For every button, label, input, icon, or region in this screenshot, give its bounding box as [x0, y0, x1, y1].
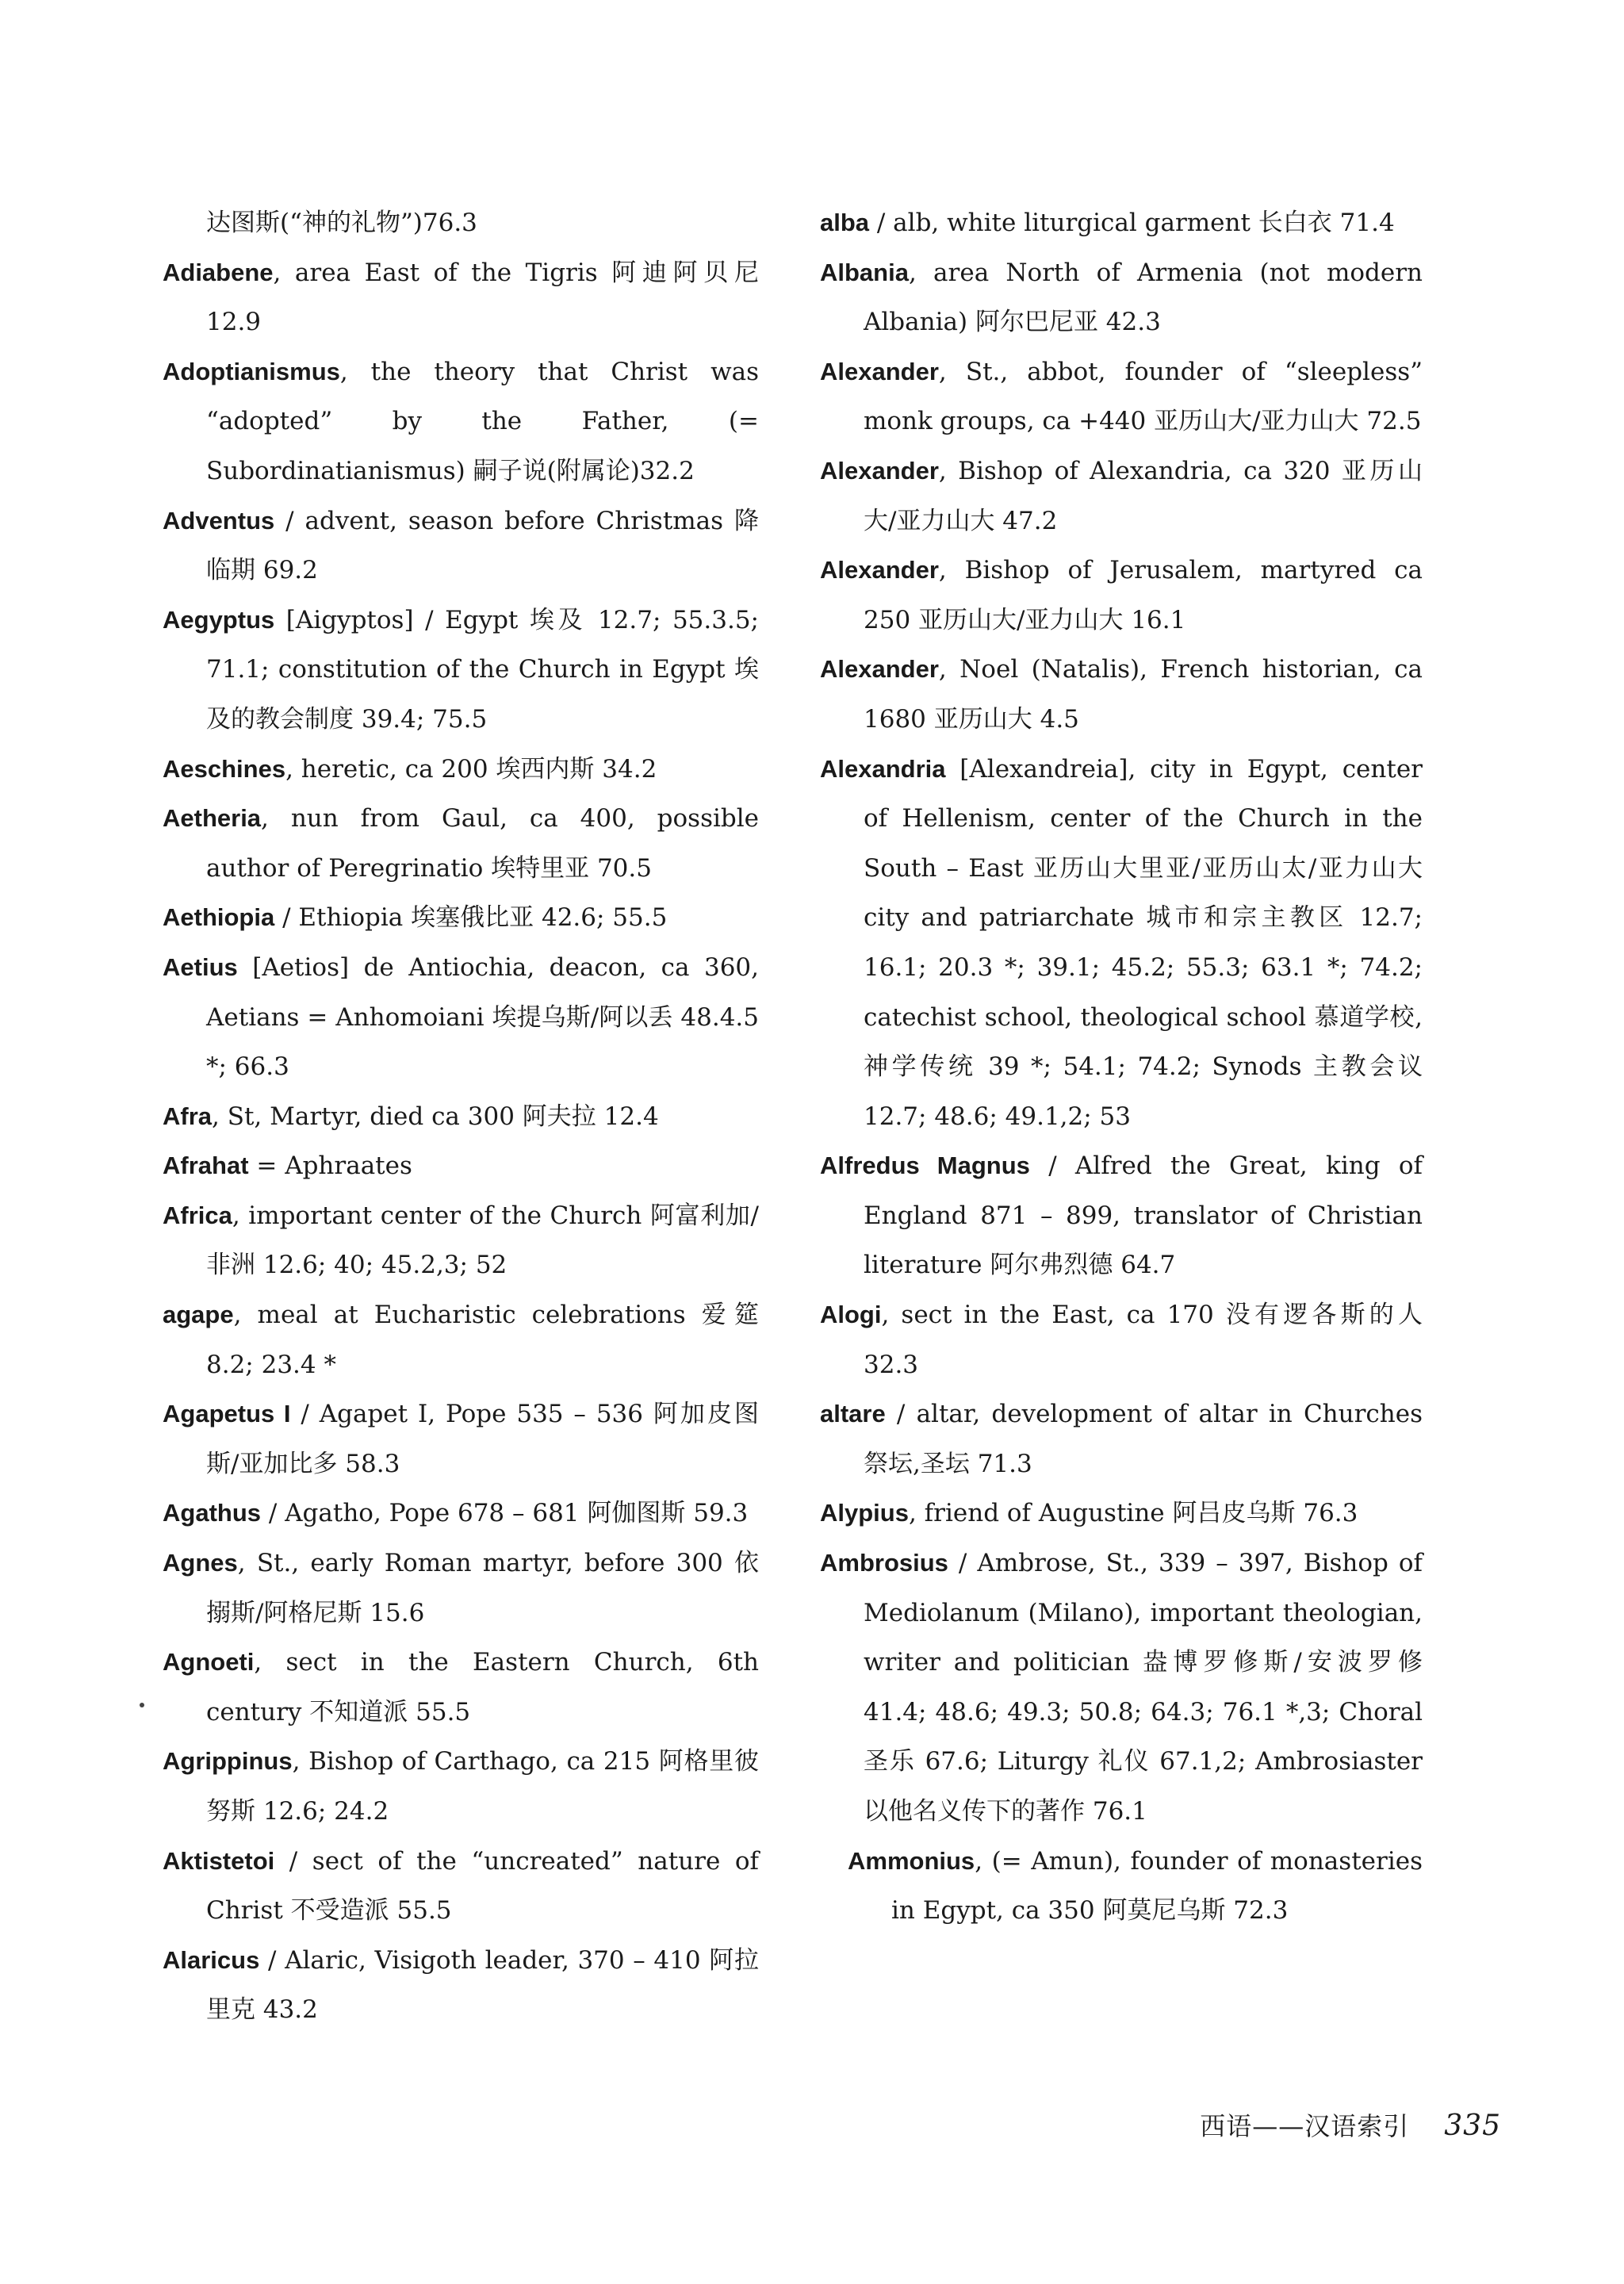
entry-text: , (= Amun), founder of monasteries in Egypt, ca 350 阿莫尼乌斯 72.3 [891, 1846, 1423, 1926]
entry-headword: Alaricus [163, 1945, 260, 1974]
entry-text: , the theory that Christ was “adopted” by the Father, (= Subordinatianismus) 嗣子说(附属论)32.2 [206, 357, 759, 485]
entry-headword: Agathus [163, 1499, 261, 1527]
entry-text: / sect of the “uncreated” nature of Christ 不受造派 55.5 [206, 1846, 759, 1926]
index-entry [820, 248, 1423, 347]
index-entry [820, 347, 1423, 446]
stray-mark [140, 1703, 144, 1707]
section-title: 西语——汉语索引 [1200, 2111, 1410, 2141]
index-entry [163, 496, 759, 596]
entry-headword: Agnoeti [163, 1648, 255, 1677]
page-footer [1200, 2106, 1501, 2143]
entry-headword: Alogi [820, 1301, 882, 1329]
entry-text: , Noel (Natalis), French historian, ca 1680 亚历山大 4.5 [864, 655, 1423, 734]
entry-text: , Bishop of Carthago, ca 215 阿格里彼努斯 12.6; 24.2 [206, 1747, 759, 1826]
index-entry [163, 1092, 759, 1142]
index-entry [820, 1489, 1423, 1539]
index-entry [163, 1539, 759, 1638]
entry-text: / Ethiopia 埃塞俄比亚 42.6; 55.5 [274, 903, 668, 933]
index-entry [820, 1837, 1423, 1936]
index-entry [820, 1290, 1423, 1389]
entry-text: , sect in the Eastern Church, 6th century 不知道派 55.5 [206, 1648, 759, 1726]
index-entry [163, 943, 759, 1092]
entry-headword: Alexander [820, 655, 939, 684]
entry-text: / Agatho, Pope 678 – 681 阿伽图斯 59.3 [261, 1499, 749, 1528]
index-entry [163, 1191, 759, 1290]
entry-headword: Agnes [163, 1549, 238, 1577]
entry-text: / advent, season before Christmas 降临期 69.2 [206, 506, 759, 585]
entry-text: , St, Martyr, died ca 300 阿夫拉 12.4 [212, 1102, 659, 1131]
right-column [820, 198, 1423, 1936]
index-entry [163, 1737, 759, 1836]
index-entry [820, 546, 1423, 645]
entry-headword: Africa [163, 1201, 232, 1229]
entry-text: , area North of Armenia (not modern Albania) 阿尔巴尼亚 42.3 [864, 258, 1423, 337]
entry-text: , heretic, ca 200 埃西内斯 34.2 [285, 754, 657, 784]
entry-headword: Alexander [820, 556, 939, 584]
entry-headword: Alypius [820, 1499, 909, 1527]
entry-text: = Aphraates [248, 1152, 412, 1181]
entry-text: , Bishop of Alexandria, ca 320 亚历山大/亚力山大 47.2 [864, 456, 1423, 535]
entry-text: , important center of the Church 阿富利加/非洲 12.6; 40; 45.2,3; 52 [206, 1201, 759, 1280]
entry-headword: Alfredus Magnus [820, 1152, 1030, 1180]
entry-headword: Afra [163, 1102, 213, 1130]
entry-headword: Aktistetoi [163, 1846, 275, 1875]
index-entry [163, 1489, 759, 1539]
index-entry [163, 1837, 759, 1936]
index-entry [820, 1539, 1423, 1837]
entry-headword: Aethiopia [163, 903, 275, 932]
index-entry [820, 1141, 1423, 1290]
entry-headword: Alexandria [820, 754, 946, 783]
entry-text: / Agapet I, Pope 535 – 536 阿加皮图斯/亚加比多 58.3 [206, 1400, 760, 1478]
index-entry [163, 596, 759, 745]
index-entry [163, 347, 759, 496]
entry-headword: Agapetus I [163, 1400, 291, 1428]
entry-text: , nun from Gaul, ca 400, possible author of Peregrinatio 埃特里亚 70.5 [206, 804, 759, 883]
entry-headword: Aeschines [163, 754, 286, 783]
entry-headword: alba [820, 209, 870, 236]
index-entry [163, 794, 759, 893]
index-entry [820, 645, 1423, 744]
entry-text: , meal at Eucharistic celebrations 爱筵 8.2; 23.4 * [206, 1301, 759, 1379]
entry-headword: agape [163, 1301, 234, 1329]
entry-text: , area East of the Tigris 阿迪阿贝尼 12.9 [206, 258, 759, 337]
index-entry [820, 1389, 1423, 1489]
entry-text: / Alaric, Visigoth leader, 370 – 410 阿拉里克 43.2 [206, 1945, 759, 2025]
entry-text: , St., abbot, founder of “sleepless” monk groups, ca +440 亚历山大/亚力山大 72.5 [864, 357, 1423, 436]
entry-headword: Adiabene [163, 258, 274, 286]
index-entry [163, 1638, 759, 1737]
entry-headword: Afrahat [163, 1152, 249, 1180]
index-entry [163, 248, 759, 347]
index-entry [820, 446, 1423, 546]
entry-text: , sect in the East, ca 170 没有逻各斯的人 32.3 [864, 1301, 1423, 1379]
index-entry [163, 198, 759, 248]
entry-headword: Ammonius [848, 1846, 975, 1875]
entry-headword: Aetius [163, 952, 238, 981]
index-entry [163, 1290, 759, 1389]
entry-headword: Albania [820, 258, 909, 286]
entry-text: , St., early Roman martyr, before 300 依搦斯/阿格尼斯 15.6 [206, 1549, 759, 1627]
entry-headword: Alexander [820, 456, 939, 485]
entry-headword: Aetheria [163, 804, 262, 833]
entry-headword: Adoptianismus [163, 357, 340, 385]
entry-text: / altar, development of altar in Churches 祭坛,圣坛 71.3 [864, 1400, 1423, 1478]
index-entry [163, 1141, 759, 1191]
entry-headword: Aegyptus [163, 605, 275, 634]
entry-headword: altare [820, 1400, 886, 1428]
index-entry [163, 745, 759, 795]
entry-headword: Agrippinus [163, 1747, 293, 1776]
entry-text: [Aetios] de Antiochia, deacon, ca 360, Aetians = Anhomoiani 埃提乌斯/阿以丢 48.4.5 *; 66.3 [206, 952, 759, 1082]
left-column [163, 198, 759, 2035]
index-entry [820, 745, 1423, 1142]
entry-text: [Alexandreia], city in Egypt, center of Hellenism, center of the Church in the South – East 亚历山大里亚/亚历山太/亚力山大 city and patriarchate 城市和宗主教区 12.7; 16.1; 20.3 *; 39.1; 45.2; 55.3; 63.1 *; 74.2; catechist school, theological school 慕道学校,神学传统 39 *; 54.1; 74.2; Synods 主教会议 12.7; 48.6; 49.1,2; 53 [864, 754, 1423, 1131]
entry-text: , Bishop of Jerusalem, martyred ca 250 亚历山大/亚力山大 16.1 [864, 556, 1423, 634]
entry-text: / Ambrose, St., 339 – 397, Bishop of Mediolanum (Milano), important theologian, writer and politician 盎博罗修斯/安波罗修 41.4; 48.6; 49.3; 50.8; 64.3; 76.1 *,3; Choral 圣乐 67.6; Liturgy 礼仪 67.1,2; Ambrosiaster 以他名义传下的著作 76.1 [864, 1549, 1423, 1826]
entry-headword: Ambrosius [820, 1549, 948, 1577]
entry-text: / Alfred the Great, king of England 871 – 899, translator of Christian literature 阿尔弗烈德 64.7 [864, 1152, 1423, 1280]
entry-text: / alb, white liturgical garment 长白衣 71.4 [869, 209, 1395, 237]
entry-text: , friend of Augustine 阿吕皮乌斯 76.3 [908, 1499, 1358, 1528]
index-entry [163, 893, 759, 943]
entry-headword: Alexander [820, 357, 939, 385]
index-entry [163, 1389, 759, 1489]
entry-headword: Adventus [163, 506, 275, 535]
entry-text: [Aigyptos] / Egypt 埃及 12.7; 55.3.5; 71.1; constitution of the Church in Egypt 埃及的教会制度 39.4; 75.5 [206, 605, 759, 734]
index-entry [820, 198, 1423, 248]
page-number: 335 [1444, 2110, 1501, 2142]
entry-text: 达图斯(“神的礼物”)76.3 [206, 209, 477, 237]
index-entry [163, 1936, 759, 2035]
